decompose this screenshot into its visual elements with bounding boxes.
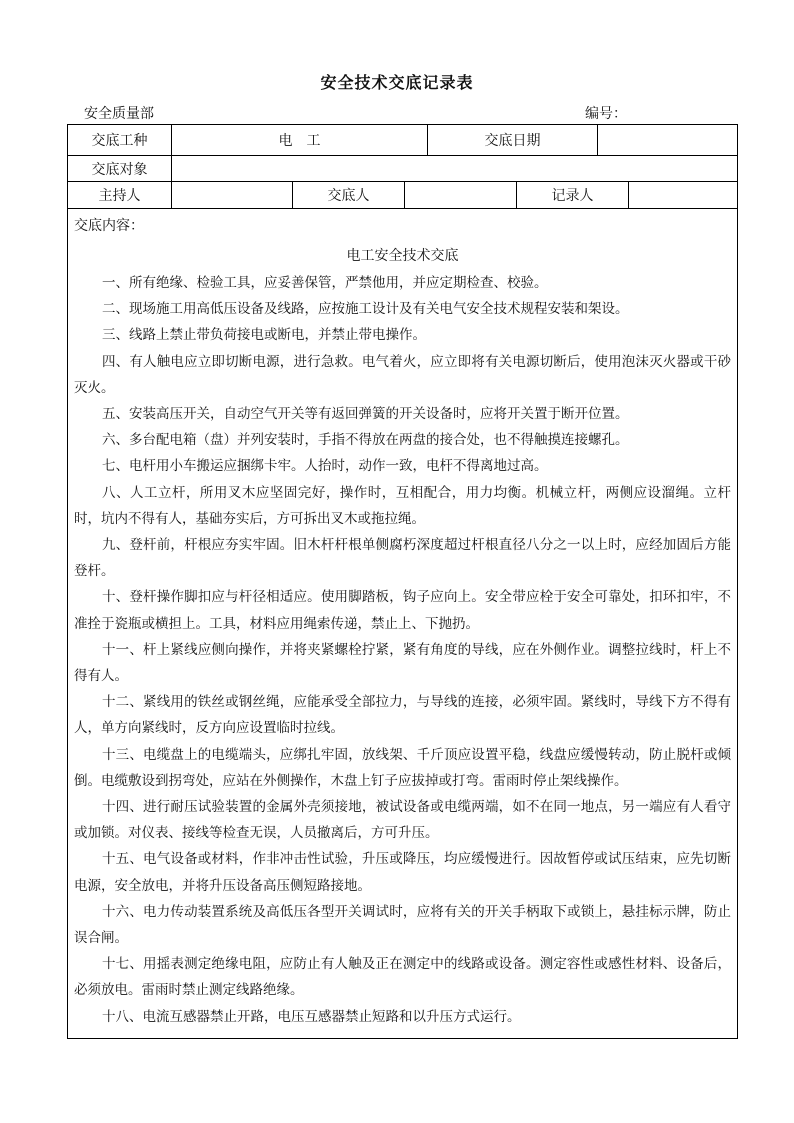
briefer-label: 交底人 [292,182,404,208]
list-item: 六、多台配电箱（盘）并列安装时，手指不得放在两盘的接合处，也不得触摸连接螺孔。 [102,432,629,449]
host-value[interactable] [171,182,292,208]
number-label: 编号： [585,106,627,122]
row-target [68,156,737,182]
department-label: 安全质量部 [84,106,154,122]
content-label: 交底内容： [74,218,144,234]
target-label: 交底对象 [91,161,148,178]
list-item: 五、安装高压开关，自动空气开关等有返回弹簧的开关设备时，应将开关置于断开位置。 [102,406,629,423]
list-item: 九、登杆前，杆根应夯实牢固。旧木杆杆根单侧腐朽深度超过杆根直径八分之一以上时，应经加固后方能登杆。 [74,537,731,580]
list-item: 十二、紧线用的铁丝或钢丝绳，应能承受全部拉力，与导线的连接，必须牢固。紧线时，导线下方不得有人，单方向紧线时，反方向应设置临时拉线。 [74,694,731,737]
list-item: 十六、电力传动装置系统及高低压各型开关调试时，应将有关的开关手柄取下或锁上，悬挂标示牌，防止误合闸。 [74,903,731,947]
list-item: 十、登杆操作脚扣应与杆径相适应。使用脚踏板，钩子应向上。安全带应栓于安全可靠处，扣环扣牢，不准拴于瓷瓶或横担上。工具，材料应用绳索传递，禁止上、下抛扔。 [74,589,731,632]
list-item: 一、所有绝缘、检验工具，应妥善保管，严禁他用，并应定期检查、校验。 [102,275,548,291]
content-section [68,210,737,1038]
list-item: 七、电杆用小车搬运应捆绑卡牢。人抬时，动作一致，电杆不得离地过高。 [102,458,548,475]
list-item: 四、有人触电应立即切断电源，进行急救。电气着火，应立即将有关电源切断后，使用泡沫灭火器或干砂灭火。 [74,353,731,396]
list-item: 十四、进行耐压试验装置的金属外壳须接地，被试设备或电缆两端，如不在同一地点，另一端应有人看守或加锁。对仪表、接线等检查无误，人员撤离后，方可升压。 [74,799,731,842]
list-item: 十五、电气设备或材料，作非冲击性试验，升压或降压，均应缓慢进行。因故暂停或试压结束，应先切断电源，安全放电，并将升压设备高压侧短路接地。 [74,851,731,894]
row-work-type [68,125,737,156]
recorder-value[interactable] [628,182,739,208]
briefer-value[interactable] [404,182,516,208]
target-value[interactable] [171,156,739,181]
record-table [67,124,738,1039]
work-type-value[interactable]: 电 工 [171,125,427,155]
list-item: 二、现场施工用高低压设备及线路，应按施工设计及有关电气安全技术规程安装和架设。 [102,301,629,318]
list-item: 十七、用摇表测定绝缘电阻，应防止有人触及正在测定中的线路或设备。测定容性或感性材料、设备后，必须放电。雷雨时禁止测定线路绝缘。 [74,956,731,999]
date-value[interactable] [597,125,739,155]
list-item: 十三、电缆盘上的电缆端头，应绑扎牢固，放线架、千斤顶应设置平稳，线盘应缓慢转动，防止脱杆或倾倒。电缆敷设到拐弯处，应站在外侧操作，木盘上钉子应拔掉或打弯。雷雨时停止架线操作。 [74,746,731,789]
row-people [68,182,737,209]
recorder-label: 记录人 [516,182,628,208]
page-title: 安全技术交底记录表 [320,73,474,92]
list-item: 十八、电流互感器禁止开路，电压互感器禁止短路和以升压方式运行。 [102,1008,521,1025]
list-item: 三、线路上禁止带负荷接电或断电，并禁止带电操作。 [102,327,426,344]
content-items [74,270,731,1030]
content-heading: 电工安全技术交底 [346,248,459,264]
list-item: 十一、杆上紧线应侧向操作，并将夹紧螺栓拧紧，紧有角度的导线，应在外侧作业。调整拉线时，杆上不得有人。 [74,641,731,685]
list-item: 八、人工立杆，所用叉木应坚固完好，操作时，互相配合，用力均衡。机械立杆，两侧应设溜绳。立杆时，坑内不得有人，基础夯实后，方可拆出叉木或拖拉绳。 [74,484,731,527]
host-label: 主持人 [98,188,141,204]
date-label: 交底日期 [427,125,597,155]
work-type-label: 交底工种 [91,133,148,149]
